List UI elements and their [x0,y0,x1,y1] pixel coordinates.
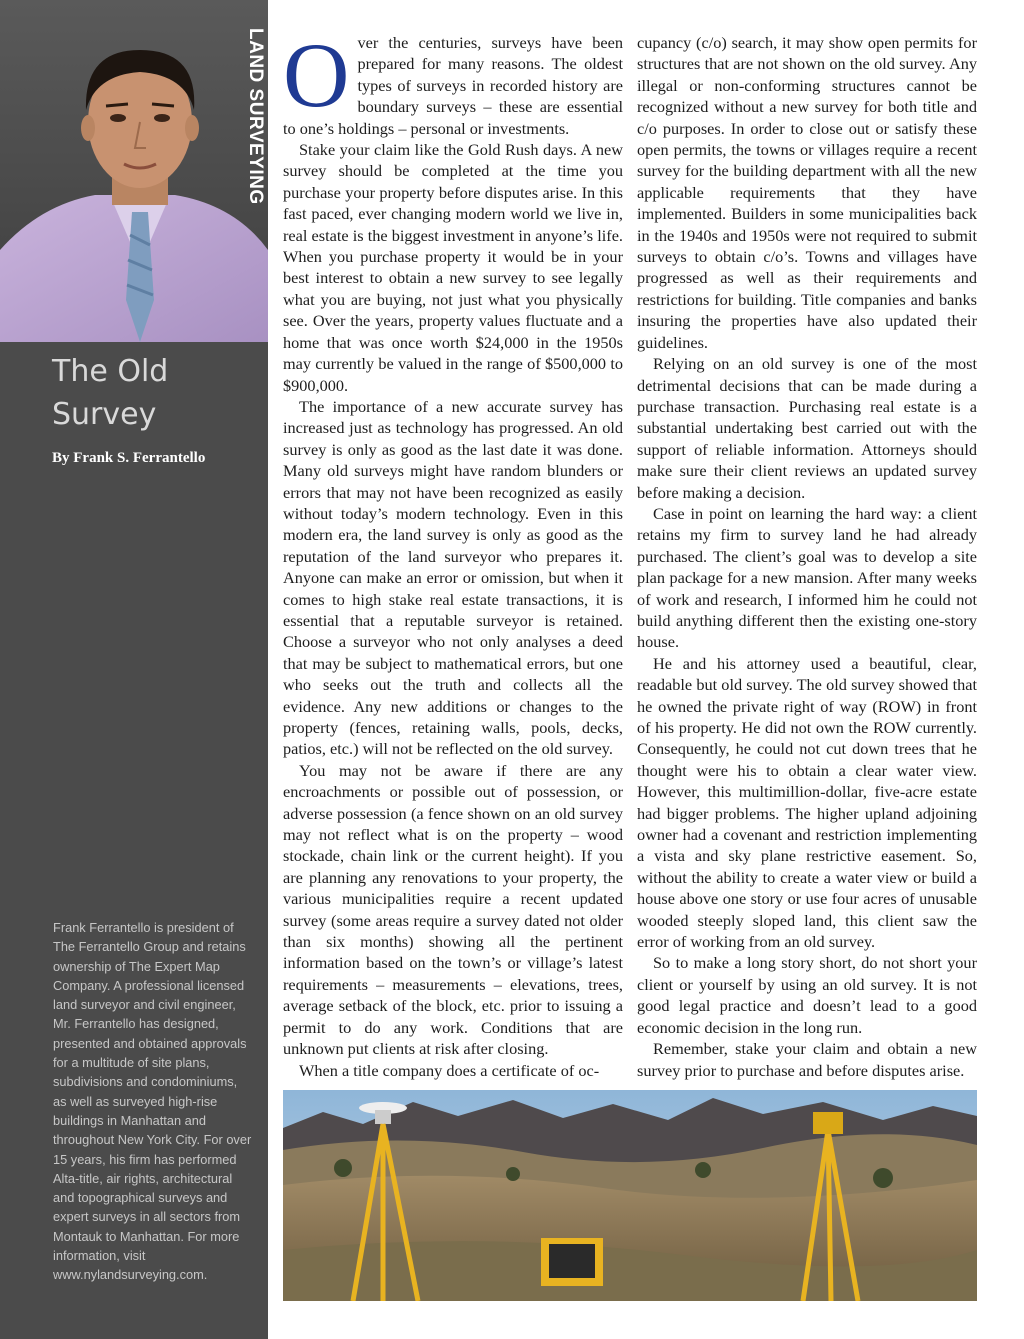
article-paragraph: Stake your claim like the Gold Rush days. A new survey should be completed at the time you purchase your property before disputes arise. In this fast paced, ever changing modern world we live in, real estate is the biggest investment in anyone’s life. When you purchase property it would be in your best interest to obtain a new survey to see legally what you are buying, not just what you physically see. Over the years, property values fluctuate and a home that was once worth $24,000 in the 1950s may currently be valued in the range of $500,000 to $900,000. [283,140,623,395]
survey-equipment-photo [283,1090,977,1301]
byline: By Frank S. Ferrantello [52,450,206,466]
article-title [52,350,252,436]
article-paragraph: cupancy (c/o) search, it may show open permits for structures that are not shown on the old survey. Any illegal or non-conforming structures cannot be recognized without a new survey for both title and c/o purposes. In order to close out or satisfy these open permits, the towns or villages require a recent survey for the building department with all the new applicable requirements that they have implemented. Builders in some municipalities back in the 1940s and 1950s were not required to submit surveys to obtain c/o’s. Towns and villages have progressed as well as their requirements and restrictions for building. Title companies and banks insuring the properties have also updated their guidelines. [637,33,977,352]
article-paragraph: Relying on an old survey is one of the most detrimental decisions that can be made during a purchase transaction. Purchasing real estate is a substantial undertaking best carried out with the support of reliable information. Attorneys should make sure their client reviews an updated survey before making a decision. [637,354,977,502]
title-line-1: The Old [52,354,169,389]
article-paragraph: He and his attorney used a beautiful, clear, readable but old survey. The old survey showed that he owned the private right of way (ROW) in front of his property. He did not own the ROW currently. Consequently, he could not cut down trees that he thought were his to obtain a clear water view. However, this multimillion-dollar, five-acre estate had bigger problems. The higher upland adjoining owner had a covenant and restriction implementing a vista and sky plane restrictive easement. So, without the ability to create a water view or build a house above one story or use four acres of unusable wooded steeply sloped land, this client saw the error of working from an old survey. [637,653,977,952]
drop-cap: O [283,24,350,126]
article-paragraph: You may not be aware if there are any encroachments or possible out of possession, or adverse possession (a fence shown on an old survey may not reflect what is on the property – wood stockade, chain link or the current height). If you are planning any renovations to your property, the various municipalities require a recent updated survey (some areas require a survey dated not older than six months) showing all the pertinent information based on the town’s or village’s latest requirements – measurements – elevations, trees, average setback of the block, etc. prior to issuing a permit to do any work. Conditions that are unknown put clients at risk after closing. [283,760,623,1059]
article-paragraph: Remember, stake your claim and obtain a new survey prior to purchase and before disputes arise. [637,1039,977,1080]
section-label: LAND SURVEYING [245,28,266,205]
article-column-1 [283,24,623,1081]
article-paragraph: The importance of a new accurate survey has increased just as technology has progressed. An old survey is only as good as the last date it was done. Many old surveys might have random blunders or errors that may not have been recognized as easily without today’s modern technology. Even in this modern era, the land survey is only as good as the reputation of the land surveyor who prepares it. Anyone can make an error or omission, but when it comes to high stake real estate transactions, it is essential that a reputable surveyor is retained. Choose a surveyor who not only analyses a deed that may be subject to mathematical errors, but one who seeks out the truth and collects all the evidence. Any new additions or changes to the property (fences, retaining walls, pools, decks, patios, etc.) will not be reflected on the old survey. [283,396,623,759]
article-paragraph: When a title company does a certificate of oc- [299,1060,600,1080]
article-paragraph: So to make a long story short, do not short your client or yourself by using an old survey. It is not good legal practice and doesn’t lead to a good economic decision in the long run. [637,953,977,1037]
article-paragraph: Case in point on learning the hard way: a client retains my firm to survey land he had already purchased. The client’s goal was to develop a site plan package for a new mansion. After many weeks of work and research, I informed him he could not build anything different then the existing one-story house. [637,503,977,652]
title-line-2: Survey [52,397,157,432]
author-bio: Frank Ferrantello is president of The Ferrantello Group and retains ownership of The Expert Map Company. A professional licensed land surveyor and civil engineer, Mr. Ferrantello has designed, presented and obtained approvals for a multitude of site plans, subdivisions and condominiums, as well as surveyed high-rise buildings in Manhattan and throughout New York City. For over 15 years, his firm has performed Alta-title, air rights, architectural and topographical surveys and expert surveys in all sectors from Montauk to Manhattan. For more information, visit www.nylandsurveying.com. [53,920,252,1283]
author-photo [0,0,268,342]
sidebar [0,0,268,1339]
article-column-2 [637,32,977,1081]
article-paragraph: Over the centuries, surveys have been prepared for many reasons. The oldest types of surveys in recorded history are boundary surveys – these are essential to one’s holdings – personal or investments. [283,24,623,138]
